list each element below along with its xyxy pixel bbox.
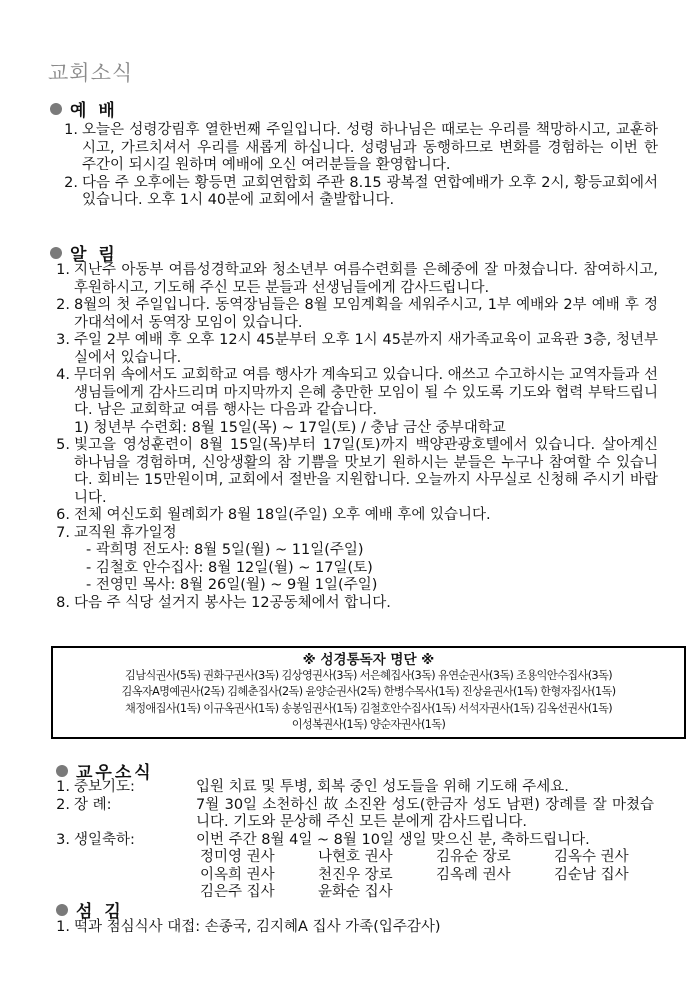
- box-line: 이성복권사(1독) 양순자권사(1독): [291, 718, 446, 732]
- birthday-name: 이옥희 권사: [200, 866, 275, 883]
- item-text: 빛고을 영성훈련이 8월 15일(목)부터 17일(토)까지 백양관광호텔에서 있습니다. 살아계신 하나님을 경험하며, 신앙생활의 참 기쁨을 맛보기 원하시는 분들은 누구나 참여할 수 있습니다. 회비는 15만원이며, 교회에서 절반을 지원합니다. 오늘까지 사무실로 신청해 주시기 바랍니다.: [74, 437, 658, 506]
- list-item: [44, 919, 654, 937]
- section-title: 예 배: [70, 101, 118, 121]
- box-line: 김남식권사(5독) 권화구권사(3독) 김상영권사(3독) 서은혜집사(3독) 유연순권사(3독) 조용익안수집사(3독): [125, 669, 612, 682]
- list-item: [44, 262, 658, 297]
- section-title: 섬 김: [76, 902, 124, 922]
- item-text: 무더위 속에서도 교회학교 여름 행사가 계속되고 있습니다. 애쓰고 수고하시는 교역자들과 선생님들에게 감사드리며 마지막까지 은혜 충만한 모임이 될 수 있도록 기도와 협력 부탁드립니다. 남은 교회학교 여름 행사는 다음과 같습니다.: [74, 367, 658, 418]
- birthday-name: 윤화순 집사: [318, 884, 393, 900]
- item-text: 입원 치료 및 투병, 회복 중인 성도들을 위해 기도해 주세요.: [196, 779, 569, 795]
- item-label: 장 례:: [74, 796, 112, 813]
- list-item: [44, 797, 654, 832]
- birthday-name: 김순남 집사: [554, 866, 629, 883]
- sub-item: - 김철호 안수집사: 8월 12일(월) ~ 17일(토): [86, 559, 373, 576]
- birthday-name: 천진우 장로: [318, 866, 393, 883]
- sub-item: - 곽희명 전도사: 8월 5일(월) ~ 11일(주일): [86, 542, 364, 558]
- item-text: 지난주 아동부 여름성경학교와 청소년부 여름수련회를 은혜중에 잘 마쳤습니다. 참여하시고,후원하시고, 기도해 주신 모든 분들과 선생님들에게 감사드립니다.: [74, 262, 658, 296]
- item-text: 7월 30일 소천하신 故 소진완 성도(한금자 성도 남편) 장례를 잘 마쳤습니다. 기도와 문상해 주신 모든 분에게 감사드립니다.: [196, 796, 654, 830]
- list-item: [44, 367, 658, 420]
- birthday-name: 나현호 권사: [318, 849, 393, 865]
- worship-list: [52, 122, 658, 210]
- birthday-names: [44, 849, 654, 902]
- item-number: 8.: [56, 594, 70, 611]
- list-item: [44, 595, 658, 613]
- birthday-name: 김은주 집사: [200, 884, 275, 900]
- item-text: 다음 주 오후에는 황등면 교회연합회 주관 8.15 광복절 연합예배가 오후 2시, 황등교회에서 있습니다. 오후 1시 40분에 교회에서 출발합니다.: [82, 174, 658, 208]
- item-number: 2.: [56, 297, 70, 313]
- list-item: [44, 832, 654, 850]
- item-text: 주일 2부 예배 후 오후 12시 45분부터 오후 1시 45분까지 새가족교육이 교육관 3층, 청년부실에서 있습니다.: [74, 332, 658, 366]
- bible-reading-box: [51, 646, 686, 739]
- birthday-name: 김옥례 권사: [436, 866, 511, 883]
- list-item: [44, 507, 658, 525]
- list-item: [44, 297, 658, 332]
- item-number: 2.: [56, 796, 70, 813]
- members-list: [44, 779, 654, 902]
- list-item: [44, 779, 654, 797]
- item-number: 1.: [56, 919, 70, 935]
- sub-item: - 전영민 목사: 8월 26일(월) ~ 9월 1일(주일): [86, 577, 378, 593]
- bullet-icon: [56, 904, 68, 916]
- item-label: 중보기도:: [74, 779, 135, 795]
- item-text: 오늘은 성령강림후 열한번째 주일입니다. 성령 하나님은 때로는 우리를 책망하시고, 교훈하시고, 가르치셔서 우리를 새롭게 하십니다. 성령님과 동행하므로 변화를 경험하는 이번 한 주간이 되시길 원하며 예배에 오신 여러분들을 환영합니다.: [82, 122, 658, 173]
- section-worship-header: [50, 96, 118, 121]
- page-title: 교회소식: [48, 61, 134, 85]
- list-item: [52, 175, 658, 210]
- box-line: 채정애집사(1독) 이규옥권사(1독) 송봉임권사(1독) 김철호안수집사(1독) 서석자권사(1독) 김옥선권사(1독): [125, 701, 612, 715]
- item-label: 생일축하:: [74, 831, 135, 848]
- item-number: 7.: [56, 524, 70, 541]
- item-number: 6.: [56, 507, 70, 523]
- item-text: 이번 주간 8월 4일 ~ 8월 10일 생일 맞으신 분, 축하드립니다.: [196, 831, 590, 848]
- bullet-icon: [50, 247, 62, 259]
- item-number: 1.: [56, 779, 70, 795]
- list-item: [44, 437, 658, 507]
- sub-item: 1) 청년부 수련회: 8월 15일(목) ~ 17일(토) / 충남 금산 중부대학교: [74, 419, 506, 436]
- item-number: 1.: [56, 262, 70, 278]
- item-text: 다음 주 식당 설거지 봉사는 12공동체에서 합니다.: [74, 594, 391, 611]
- box-line: 김옥자A명예권사(2독) 김혜춘집사(2독) 윤양순권사(2독) 한병수목사(1독) 진상윤권사(1독) 한형자집사(1독): [121, 685, 616, 699]
- item-number: 1.: [64, 122, 78, 138]
- bullet-icon: [50, 103, 62, 115]
- list-item: [44, 525, 658, 543]
- list-item: [52, 122, 658, 175]
- box-title: ※ 성경통독자 명단 ※: [302, 652, 435, 668]
- item-number: 2.: [64, 174, 78, 191]
- bullet-icon: [56, 765, 68, 777]
- section-title: 알 림: [70, 245, 118, 265]
- item-text: 교직원 휴가일정: [74, 524, 177, 541]
- section-title: 교우소식: [76, 763, 154, 783]
- item-number: 4.: [56, 367, 70, 383]
- item-number: 3.: [56, 332, 70, 348]
- item-number: 3.: [56, 831, 70, 848]
- birthday-name: 정미영 권사: [200, 849, 275, 865]
- item-text: 8월의 첫 주일입니다. 동역장님들은 8월 모임계획을 세워주시고, 1부 예배와 2부 예배 후 정가대석에서 동역장 모임이 있습니다.: [74, 297, 658, 331]
- item-text: 전체 여신도회 월례회가 8월 18일(주일) 오후 예배 후에 있습니다.: [74, 507, 491, 523]
- birthday-name: 김유순 장로: [436, 849, 511, 865]
- notices-list: [44, 262, 658, 612]
- service-list: [44, 919, 654, 937]
- item-number: 5.: [56, 437, 70, 453]
- birthday-name: 김옥수 권사: [554, 849, 629, 865]
- list-item: [44, 332, 658, 367]
- item-text: 떡과 점심식사 대접: 손종국, 김지혜A 집사 가족(입주감사): [74, 919, 441, 935]
